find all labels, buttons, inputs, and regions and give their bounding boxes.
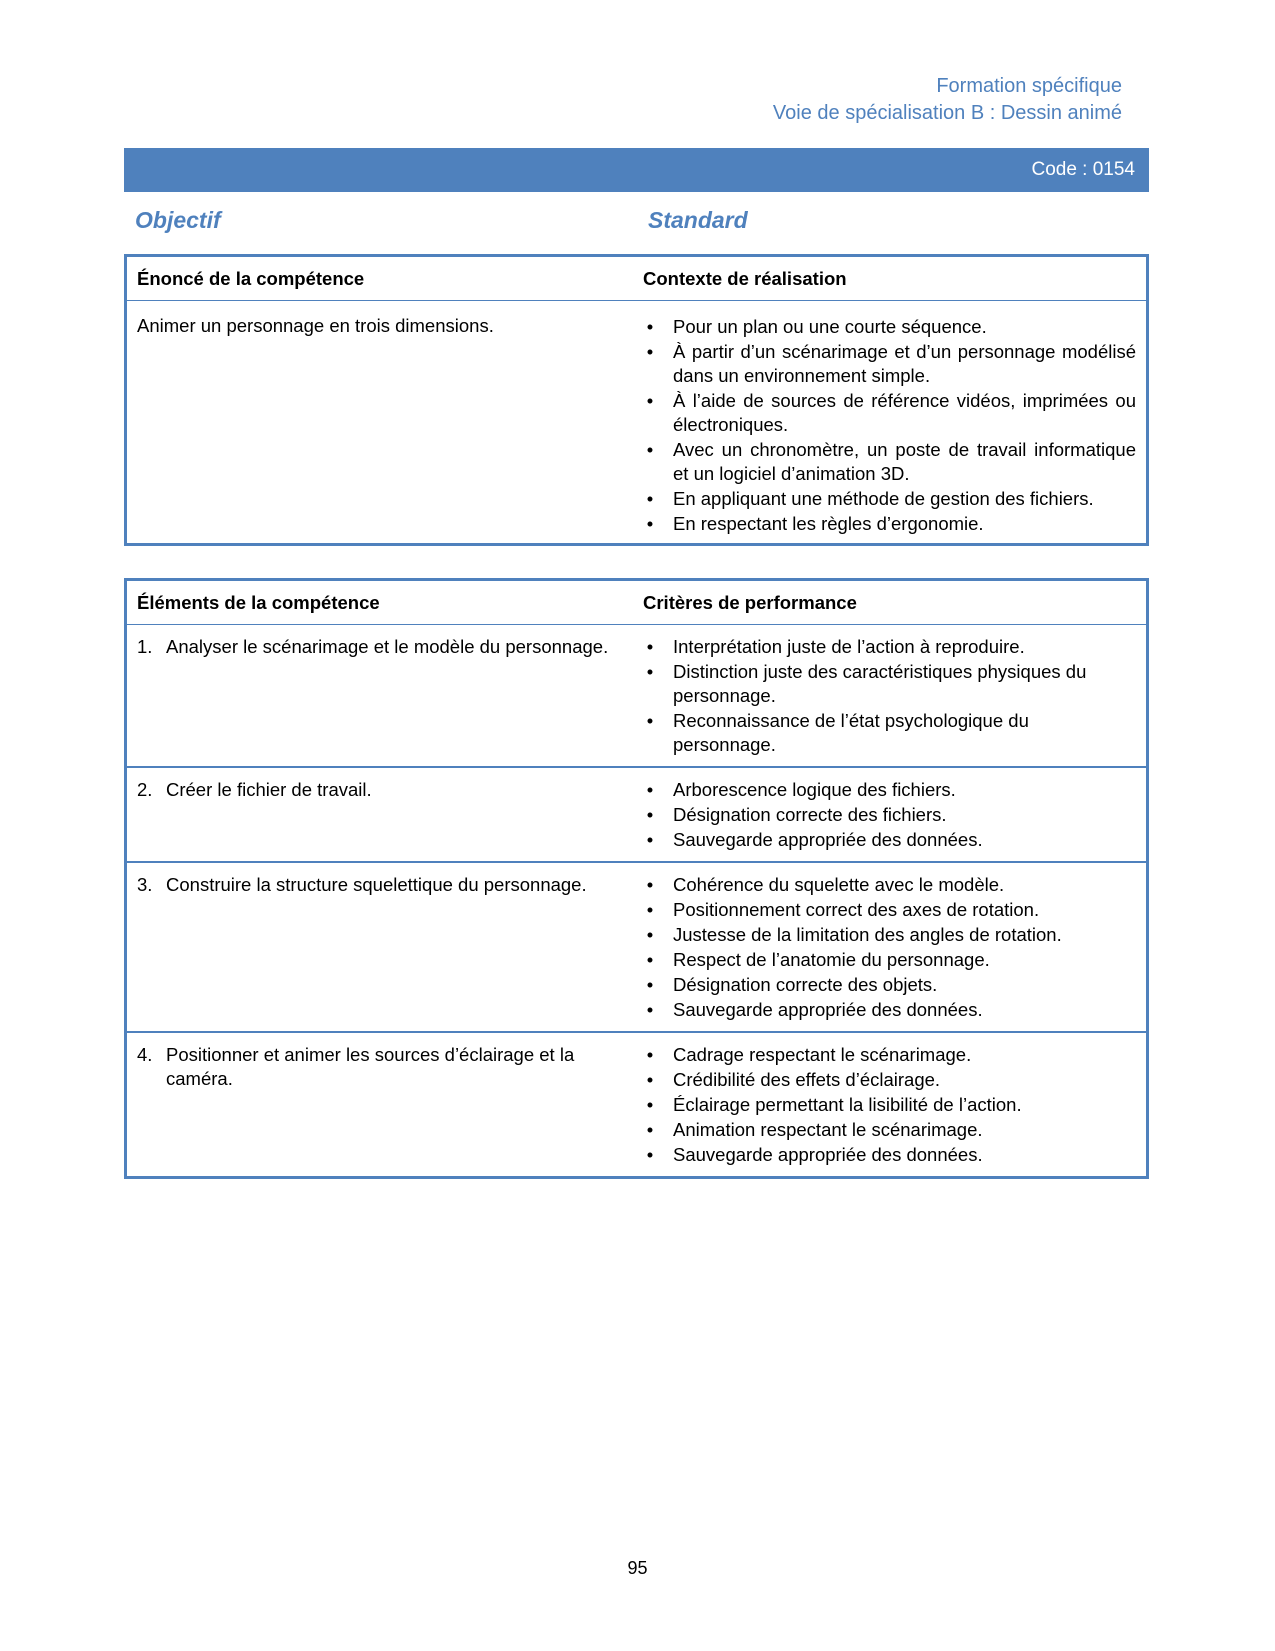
bullet-icon: • <box>646 874 654 895</box>
context-item-text: En respectant les règles d’ergonomie. <box>673 513 984 534</box>
criterion-item <box>643 898 1136 922</box>
criterion-item <box>643 709 1136 757</box>
criterion-item-text: Désignation correcte des objets. <box>673 974 938 995</box>
element-item <box>137 635 635 659</box>
bullet-icon: • <box>646 999 654 1020</box>
criterion-item-text: Cohérence du squelette avec le modèle. <box>673 874 1005 895</box>
element-number: 4. <box>137 1044 153 1065</box>
element-item <box>137 1043 635 1091</box>
criterion-item-text: Respect de l’anatomie du personnage. <box>673 949 990 970</box>
criterion-item <box>643 778 1136 802</box>
criterion-item-text: Sauvegarde appropriée des données. <box>673 829 983 850</box>
bullet-icon: • <box>646 439 654 460</box>
competence-statement: Animer un personnage en trois dimensions. <box>137 315 494 336</box>
bullet-icon: • <box>646 1069 654 1090</box>
bullet-icon: • <box>646 341 654 362</box>
criterion-item-text: Désignation correcte des fichiers. <box>673 804 947 825</box>
element-row <box>126 625 1148 768</box>
elements-table <box>124 578 1149 1179</box>
context-item <box>643 340 1136 388</box>
code-label: Code : 0154 <box>1031 159 1135 180</box>
criterion-item-text: Distinction juste des caractéristiques physiques du personnage. <box>673 661 1087 706</box>
context-item-text: À partir d’un scénarimage et d’un personnage modélisé dans un environnement simple. <box>673 341 1136 386</box>
bullet-icon: • <box>646 804 654 825</box>
criterion-item-text: Cadrage respectant le scénarimage. <box>673 1044 972 1065</box>
criteria-list <box>643 635 1136 757</box>
bullet-icon: • <box>646 710 654 731</box>
criterion-item-text: Arborescence logique des fichiers. <box>673 779 956 800</box>
bullet-icon: • <box>646 636 654 657</box>
element-text: Positionner et animer les sources d’éclairage et la caméra. <box>166 1044 575 1089</box>
bullet-icon: • <box>646 1144 654 1165</box>
bullet-icon: • <box>646 661 654 682</box>
element-row <box>126 862 1148 1032</box>
context-item-text: Pour un plan ou une courte séquence. <box>673 316 987 337</box>
title-bar <box>124 148 1149 192</box>
bullet-icon: • <box>646 513 654 534</box>
criterion-item <box>643 973 1136 997</box>
bullet-icon: • <box>646 1044 654 1065</box>
criterion-item <box>643 660 1136 708</box>
criteria-list <box>643 1043 1136 1167</box>
competence-table <box>124 254 1149 546</box>
criterion-item <box>643 1118 1136 1142</box>
criterion-item <box>643 1068 1136 1092</box>
criterion-item <box>643 1043 1136 1067</box>
criterion-item <box>643 998 1136 1022</box>
competence-header: Énoncé de la compétence <box>126 256 636 301</box>
element-text: Créer le fichier de travail. <box>166 779 372 800</box>
context-item-text: En appliquant une méthode de gestion des fichiers. <box>673 488 1094 509</box>
element-row <box>126 1032 1148 1178</box>
element-text: Construire la structure squelettique du personnage. <box>166 874 587 895</box>
context-item <box>643 315 1136 339</box>
criterion-item-text: Positionnement correct des axes de rotation. <box>673 899 1040 920</box>
context-item <box>643 389 1136 437</box>
context-item <box>643 487 1136 511</box>
criterion-item <box>643 948 1136 972</box>
bullet-icon: • <box>646 899 654 920</box>
bullet-icon: • <box>646 316 654 337</box>
criterion-item <box>643 828 1136 852</box>
bullet-icon: • <box>646 1094 654 1115</box>
bullet-icon: • <box>646 779 654 800</box>
criterion-item-text: Sauvegarde appropriée des données. <box>673 1144 983 1165</box>
element-text: Analyser le scénarimage et le modèle du personnage. <box>166 636 609 657</box>
context-header: Contexte de réalisation <box>635 256 1148 301</box>
criteria-header: Critères de performance <box>635 580 1148 625</box>
page-number: 95 <box>627 1558 648 1578</box>
criterion-item-text: Reconnaissance de l’état psychologique du personnage. <box>673 710 1029 755</box>
bullet-icon: • <box>646 924 654 945</box>
bullet-icon: • <box>646 829 654 850</box>
header-program: Formation spécifique <box>936 75 1122 97</box>
context-item-text: Avec un chronomètre, un poste de travail informatique et un logiciel d’animation 3D. <box>673 439 1136 484</box>
criteria-list <box>643 873 1136 1022</box>
context-item <box>643 438 1136 486</box>
bullet-icon: • <box>646 390 654 411</box>
header-specialization: Voie de spécialisation B : Dessin animé <box>772 102 1122 124</box>
element-item <box>137 778 635 802</box>
criterion-item <box>643 923 1136 947</box>
element-item <box>137 873 635 897</box>
criterion-item-text: Interprétation juste de l’action à reproduire. <box>673 636 1025 657</box>
criterion-item <box>643 1093 1136 1117</box>
criteria-list <box>643 778 1136 852</box>
section-objective: Objectif <box>135 207 221 233</box>
element-number: 1. <box>137 636 153 657</box>
bullet-icon: • <box>646 974 654 995</box>
criterion-item <box>643 1143 1136 1167</box>
criterion-item <box>643 635 1136 659</box>
criterion-item-text: Justesse de la limitation des angles de rotation. <box>673 924 1062 945</box>
context-list <box>643 315 1136 536</box>
element-number: 3. <box>137 874 153 895</box>
criterion-item-text: Crédibilité des effets d’éclairage. <box>673 1069 941 1090</box>
criterion-item-text: Animation respectant le scénarimage. <box>673 1119 983 1140</box>
bullet-icon: • <box>646 949 654 970</box>
element-row <box>126 767 1148 862</box>
criterion-item-text: Éclairage permettant la lisibilité de l’action. <box>673 1094 1022 1115</box>
criterion-item-text: Sauvegarde appropriée des données. <box>673 999 983 1020</box>
element-number: 2. <box>137 779 153 800</box>
criterion-item <box>643 873 1136 897</box>
bullet-icon: • <box>646 488 654 509</box>
elements-header: Éléments de la compétence <box>126 580 636 625</box>
criterion-item <box>643 803 1136 827</box>
section-standard: Standard <box>648 207 748 233</box>
context-item-text: À l’aide de sources de référence vidéos, imprimées ou électroniques. <box>673 390 1136 435</box>
context-item <box>643 512 1136 536</box>
bullet-icon: • <box>646 1119 654 1140</box>
